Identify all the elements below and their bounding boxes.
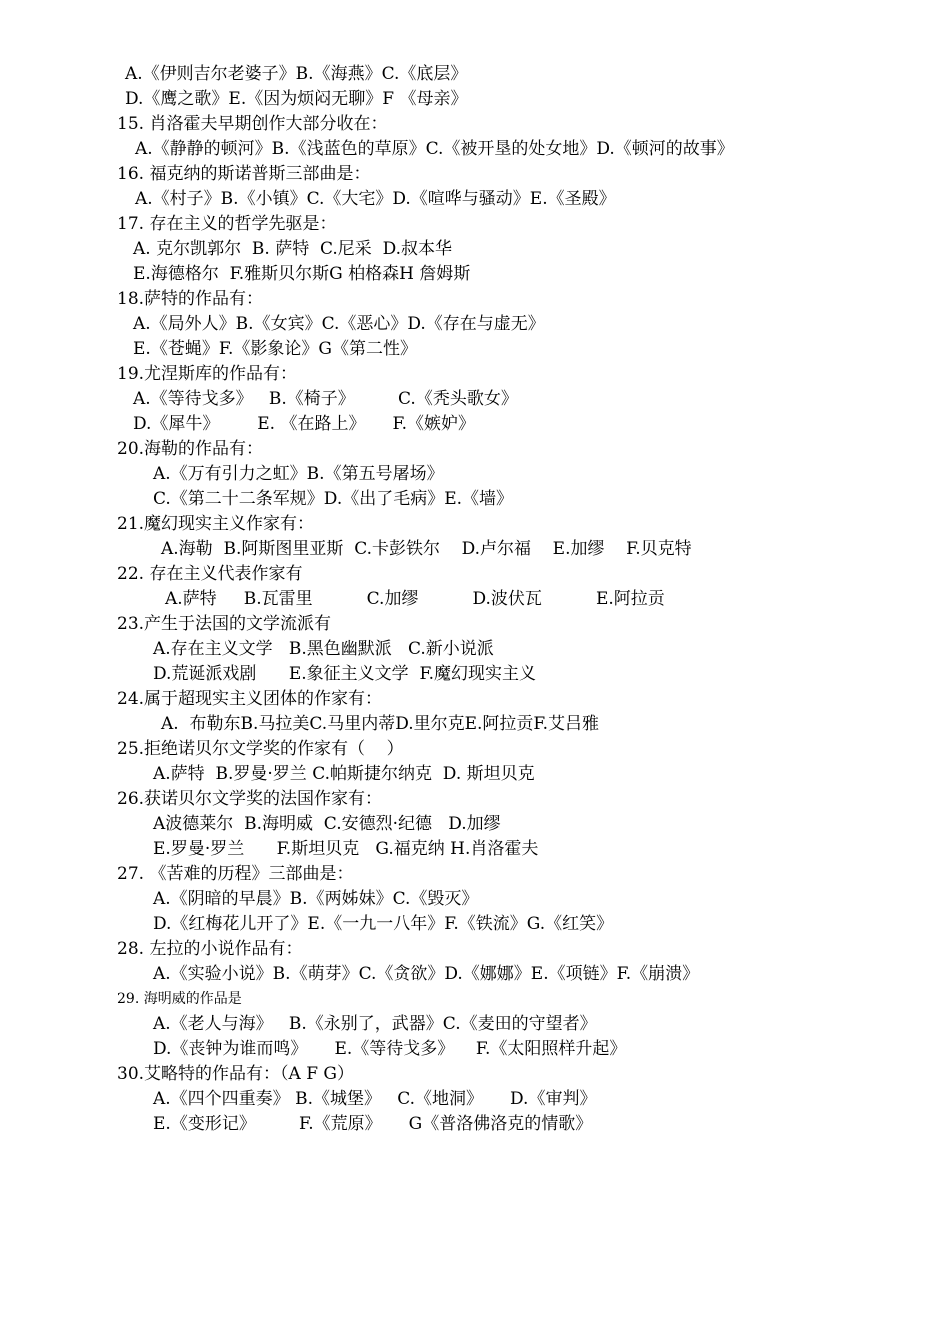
q18-options-line-1: A.《局外人》B.《女宾》C.《恶心》D.《存在与虚无》 — [133, 314, 545, 334]
q17-question: 17. 存在主义的哲学先驱是： — [117, 214, 337, 234]
q19-options-line-2: D.《犀牛》 E. 《在路上》 F.《嫉妒》 — [133, 414, 476, 434]
q29-question: 29. 海明威的作品是 — [117, 991, 242, 1007]
q20-question: 20.海勒的作品有： — [117, 439, 264, 459]
q26-options-line-1: A波德莱尔 B.海明威 C.安德烈·纪德 D.加缪 — [153, 814, 501, 834]
q27-options-line-1: A.《阴暗的早晨》B.《两姊妹》C.《毁灭》 — [153, 889, 479, 909]
q17-options-line-2: E.海德格尔 F.雅斯贝尔斯G 柏格森H 詹姆斯 — [133, 264, 471, 284]
q20-options-line-1: A.《万有引力之虹》B.《第五号屠场》 — [153, 464, 444, 484]
q27-options-line-2: D.《红梅花儿开了》E.《一九一八年》F.《铁流》G.《红笑》 — [153, 914, 614, 934]
q18-question: 18.萨特的作品有： — [117, 289, 264, 309]
q19-options-line-1: A.《等待戈多》 B.《椅子》 C.《秃头歌女》 — [133, 389, 518, 409]
q18-options-line-2: E.《苍蝇》F.《影象论》G《第二性》 — [133, 339, 417, 359]
q26-options-line-2: E.罗曼·罗兰 F.斯坦贝克 G.福克纳 H.肖洛霍夫 — [153, 839, 539, 859]
q15-options: A.《静静的顿河》B.《浅蓝色的草原》C.《被开垦的处女地》D.《顿河的故事》 — [135, 139, 734, 159]
q24-question: 24.属于超现实主义团体的作家有： — [117, 689, 383, 709]
q22-question: 22. 存在主义代表作家有 — [117, 564, 303, 584]
q20-options-line-2: C.《第二十二条军规》D.《出了毛病》E.《墙》 — [153, 489, 514, 509]
q22-options: A.萨特 B.瓦雷里 C.加缪 D.波伏瓦 E.阿拉贡 — [165, 589, 665, 609]
q21-options: A.海勒 B.阿斯图里亚斯 C.卡彭铁尔 D.卢尔福 E.加缪 F.贝克特 — [161, 539, 692, 559]
q28-options: A.《实验小说》B.《萌芽》C.《贪欲》D.《娜娜》E.《项链》F.《崩溃》 — [153, 964, 700, 984]
q30-options-line-2: E.《变形记》 F.《荒原》 G《普洛佛洛克的情歌》 — [153, 1114, 593, 1134]
q29-options-line-2: D.《丧钟为谁而鸣》 E.《等待戈多》 F.《太阳照样升起》 — [153, 1039, 627, 1059]
q14-options-line-1: A.《伊则吉尔老婆子》B.《海燕》C.《底层》 — [125, 64, 468, 84]
q19-question: 19.尤涅斯库的作品有： — [117, 364, 298, 384]
q23-options-line-2: D.荒诞派戏剧 E.象征主义文学 F.魔幻现实主义 — [153, 664, 537, 684]
q17-options-line-1: A. 克尔凯郭尔 B. 萨特 C.尼采 D.叔本华 — [133, 239, 453, 259]
q24-options: A. 布勒东B.马拉美C.马里内蒂D.里尔克E.阿拉贡F.艾吕雅 — [161, 714, 599, 734]
q28-question: 28. 左拉的小说作品有： — [117, 939, 303, 959]
q27-question: 27. 《苦难的历程》三部曲是： — [117, 864, 354, 884]
q15-question: 15. 肖洛霍夫早期创作大部分收在： — [117, 114, 388, 134]
q23-question: 23.产生于法国的文学流派有 — [117, 614, 332, 634]
q21-question: 21.魔幻现实主义作家有： — [117, 514, 315, 534]
q23-options-line-1: A.存在主义文学 B.黑色幽默派 C.新小说派 — [153, 639, 494, 659]
q30-question: 30.艾略特的作品有：（A F G） — [117, 1064, 354, 1084]
q16-question: 16. 福克纳的斯诺普斯三部曲是： — [117, 164, 371, 184]
q25-question: 25.拒绝诺贝尔文学奖的作家有（ ） — [117, 739, 404, 759]
q14-options-line-2: D.《鹰之歌》E.《因为烦闷无聊》F 《母亲》 — [125, 89, 468, 109]
q29-options-line-1: A.《老人与海》 B.《永别了，武器》C.《麦田的守望者》 — [153, 1014, 597, 1034]
q26-question: 26.获诺贝尔文学奖的法国作家有： — [117, 789, 383, 809]
q16-options: A.《村子》B.《小镇》C.《大宅》D.《喧哗与骚动》E.《圣殿》 — [135, 189, 616, 209]
q25-options: A.萨特 B.罗曼·罗兰 C.帕斯捷尔纳克 D. 斯坦贝克 — [153, 764, 535, 784]
q30-options-line-1: A.《四个四重奏》 B.《城堡》 C.《地洞》 D.《审判》 — [153, 1089, 597, 1109]
